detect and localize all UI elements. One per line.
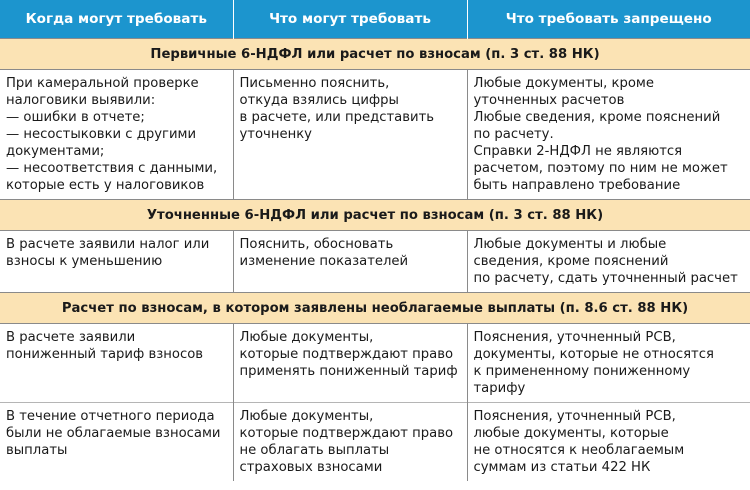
cell-line: взносы к уменьшению [6,254,163,269]
cell-line: по расчету, сдать уточненный расчет [473,271,738,286]
cell-line: уточненных расчетов [473,93,625,108]
cell-line: не относятся к необлагаемым [473,443,685,458]
cell-line: которые подтверждают право [239,347,454,362]
cell-line: — несоответствия с данными, [6,161,218,176]
cell-what [233,231,467,293]
cell-line: Любые документы, [239,330,374,345]
cell-line: уточненку [239,127,312,142]
section-title: Уточненные 6-НДФЛ или расчет по взносам (п. 3 ст. 88 НК) [0,200,750,231]
cell-line: Любые документы, кроме [473,76,654,91]
cell-line: не облагать выплаты [239,443,390,458]
header-when: Когда могут требовать [0,0,233,39]
cell-line: Любые документы, [239,409,374,424]
cell-line: тарифу [473,381,526,396]
cell-line: применять пониженный тариф [239,364,458,379]
table-header-row [0,0,750,39]
cell-line: Любые документы и любые [473,237,667,252]
cell-line: налоговики выявили: [6,93,156,108]
cell-when [0,231,233,293]
cell-line: Справки 2-НДФЛ не являются [473,144,683,159]
cell-line: сведения, кроме пояснений [473,254,669,269]
cell-line: которые подтверждают право [239,426,454,441]
cell-what [233,70,467,200]
cell-line: При камеральной проверке [6,76,199,91]
cell-line: в расчете, или представить [239,110,435,125]
cell-line: к примененному пониженному [473,364,691,379]
cell-forbidden [467,70,750,200]
cell-line: пониженный тариф взносов [6,347,204,362]
cell-line: документами; [6,144,105,159]
table-row [0,403,750,482]
cell-line: В течение отчетного периода [6,409,215,424]
cell-line: документы, которые не относятся [473,347,714,362]
table-row [0,70,750,200]
cell-what [233,403,467,482]
cell-line: откуда взялись цифры [239,93,399,108]
cell-line: суммам из статьи 422 НК [473,460,651,475]
cell-line: — ошибки в отчете; [6,110,145,125]
cell-line: изменение показателей [239,254,409,269]
cell-forbidden [467,403,750,482]
table-row [0,231,750,293]
section-row [0,39,750,70]
cell-when [0,403,233,482]
header-forbidden: Что требовать запрещено [467,0,750,39]
cell-line: Пояснения, уточненный РСВ, [473,330,676,345]
cell-line: — несостыковки с другими [6,127,197,142]
cell-line: Письменно пояснить, [239,76,390,91]
cell-line: В расчете заявили налог или [6,237,210,252]
cell-line: Пояснить, обосновать [239,237,394,252]
cell-line: любые документы, которые [473,426,669,441]
section-row [0,200,750,231]
cell-line: В расчете заявили [6,330,136,345]
cell-line: по расчету. [473,127,554,142]
cell-when [0,70,233,200]
cell-line: выплаты [6,443,68,458]
cell-line: расчетом, поэтому по ним не может [473,161,728,176]
cell-forbidden [467,231,750,293]
cell-line: которые есть у налоговиков [6,178,205,193]
section-title: Расчет по взносам, в котором заявлены необлагаемые выплаты (п. 8.6 ст. 88 НК) [0,293,750,324]
cell-forbidden [467,324,750,403]
section-row [0,293,750,324]
cell-line: были не облагаемые взносами [6,426,221,441]
cell-line: страховых взносами [239,460,383,475]
header-what: Что могут требовать [233,0,467,39]
cell-when [0,324,233,403]
section-title: Первичные 6-НДФЛ или расчет по взносам (п. 3 ст. 88 НК) [0,39,750,70]
table-row [0,324,750,403]
cell-line: Любые сведения, кроме пояснений [473,110,721,125]
cell-what [233,324,467,403]
cell-line: Пояснения, уточненный РСВ, [473,409,676,424]
cell-line: быть направлено требование [473,178,681,193]
